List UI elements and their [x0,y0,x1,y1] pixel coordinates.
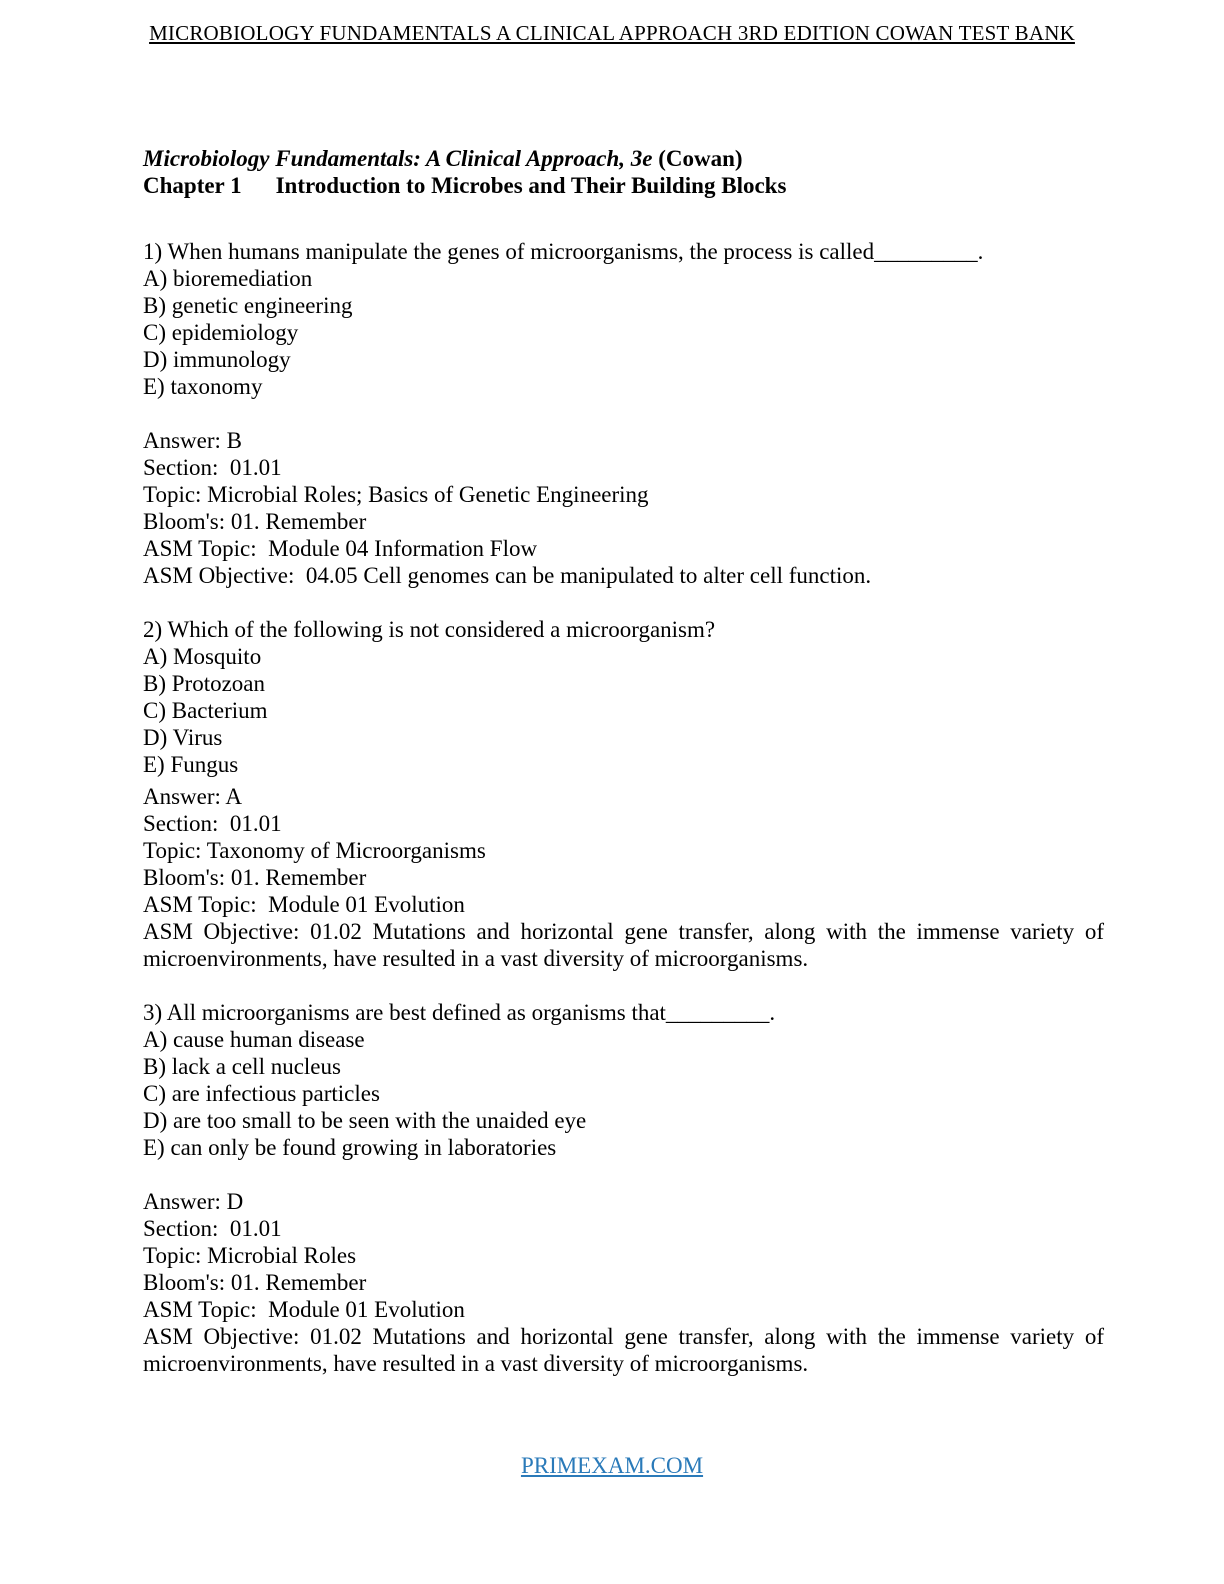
asm-topic-line: ASM Topic: Module 04 Information Flow [143,536,538,561]
primexam-link[interactable]: PRIMEXAM.COM [520,1453,704,1478]
question-meta [143,427,1104,589]
question-stem: 2) Which of the following is not considered a microorganism? [143,617,716,642]
choice: D) immunology [143,347,291,372]
question-meta [143,1188,1110,1377]
choice: C) Bacterium [143,698,268,723]
choice: E) Fungus [143,752,239,777]
choice: B) genetic engineering [143,293,353,318]
book-title: Microbiology Fundamentals: A Clinical Approach, 3e [143,146,653,171]
blooms-line: Bloom's: 01. Remember [143,1270,367,1295]
choice: A) Mosquito [143,644,262,669]
choice: C) are infectious particles [143,1081,380,1106]
title-block [143,145,1104,199]
answer-line: Answer: B [143,428,243,453]
page-footer [0,1452,1224,1479]
document-content [143,145,1110,1377]
choice-list [143,1026,1104,1161]
chapter-title: Introduction to Microbes and Their Building Blocks [275,173,787,198]
asm-objective-line: ASM Objective: 04.05 Cell genomes can be manipulated to alter cell function. [143,563,872,588]
choice: C) epidemiology [143,320,299,345]
section-line: Section: 01.01 [143,1216,282,1241]
asm-objective-line: ASM Objective: 01.02 Mutations and horizontal gene transfer, along with the immense variety of microenvironments, have resulted in a vast diversity of microorganisms. [143,1324,1110,1376]
choice-list [143,643,1104,778]
section-line: Section: 01.01 [143,455,282,480]
page-header [0,0,1224,46]
choice: B) lack a cell nucleus [143,1054,341,1079]
blooms-line: Bloom's: 01. Remember [143,509,367,534]
section-line: Section: 01.01 [143,811,282,836]
choice: A) bioremediation [143,266,313,291]
asm-topic-line: ASM Topic: Module 01 Evolution [143,892,465,917]
choice-list [143,265,1104,400]
choice: A) cause human disease [143,1027,365,1052]
topic-line: Topic: Taxonomy of Microorganisms [143,838,486,863]
book-title-line [143,145,1104,172]
topic-line: Topic: Microbial Roles [143,1243,357,1268]
book-author: (Cowan) [652,146,743,171]
topic-line: Topic: Microbial Roles; Basics of Genetic Engineering [143,482,649,507]
choice: D) are too small to be seen with the unaided eye [143,1108,587,1133]
answer-line: Answer: D [143,1189,244,1214]
question-meta [143,783,1110,972]
answer-line: Answer: A [143,784,243,809]
asm-topic-line: ASM Topic: Module 01 Evolution [143,1297,465,1322]
chapter-label: Chapter 1 [143,173,242,198]
question-block [143,238,1104,589]
question-block [143,999,1110,1377]
blooms-line: Bloom's: 01. Remember [143,865,367,890]
question-stem: 1) When humans manipulate the genes of microorganisms, the process is called_________. [143,239,984,264]
choice: B) Protozoan [143,671,266,696]
choice: D) Virus [143,725,223,750]
question-block [143,616,1110,972]
page-header-title: MICROBIOLOGY FUNDAMENTALS A CLINICAL APPROACH 3RD EDITION COWAN TEST BANK [149,21,1075,45]
choice: E) can only be found growing in laboratories [143,1135,557,1160]
choice: E) taxonomy [143,374,263,399]
asm-objective-line: ASM Objective: 01.02 Mutations and horizontal gene transfer, along with the immense variety of microenvironments, have resulted in a vast diversity of microorganisms. [143,919,1110,971]
chapter-heading [143,172,1104,199]
question-stem: 3) All microorganisms are best defined as organisms that_________. [143,1000,776,1025]
